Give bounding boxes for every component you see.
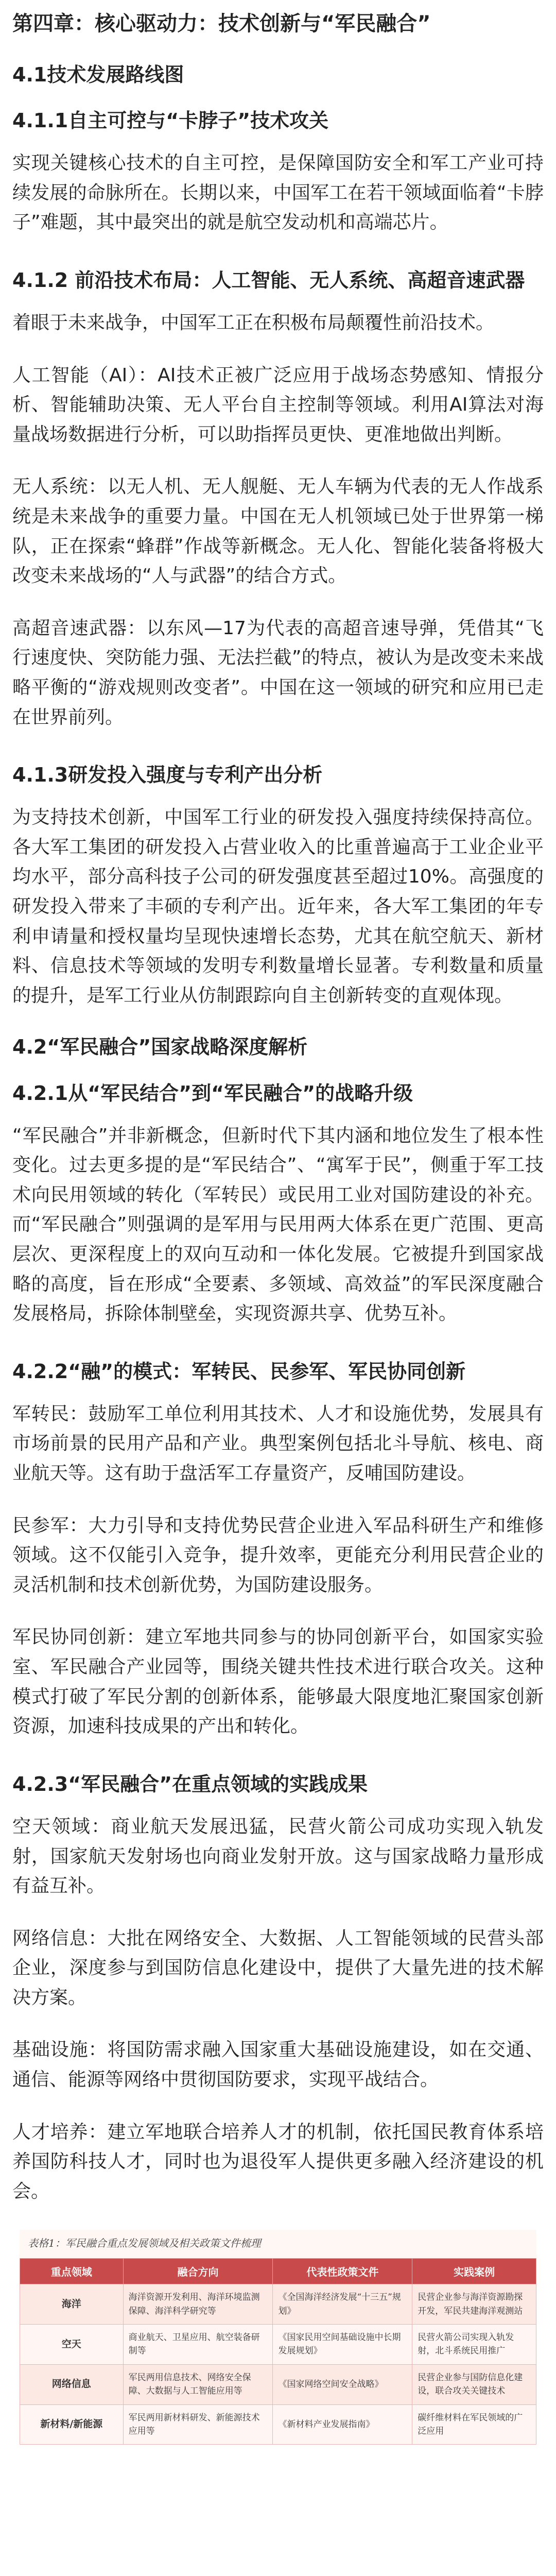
section-4-2-1-title: 4.2.1从“军民结合”到“军民融合”的战略升级: [12, 1081, 413, 1105]
paragraph-civil-to-military: 民参军：大力引导和支持优势民营企业进入军品科研生产和维修领域。这不仅能引入竞争，提升效率，更能充分利用民营企业的灵活机制和技术创新优势，为国防建设服务。: [12, 1515, 544, 1596]
table-cell: 空天: [20, 2325, 124, 2365]
table-cell: 《新材料产业发展指南》: [273, 2404, 412, 2445]
table-cell: 民营企业参与国防信息化建设，联合攻关关键技术: [412, 2364, 536, 2404]
policy-table-figure: [20, 2230, 536, 2445]
paragraph-military-to-civil: 军转民：鼓励军工单位利用其技术、人才和设施优势，发展具有市场前景的民用产品和产业。典型案例包括北斗导航、核电、商业航天等。这有助于盘活军工存量资产，反哺国防建设。: [12, 1403, 544, 1484]
table-cell: 民营火箭公司实现入轨发射，北斗系统民用推广: [412, 2325, 536, 2365]
paragraph-infrastructure: 基础设施：将国防需求融入国家重大基础设施建设，如在交通、通信、能源等网络中贯彻国防要求，实现平战结合。: [12, 2039, 544, 2091]
paragraph: 实现关键核心技术的自主可控，是保障国防安全和军工产业可持续发展的命脉所在。长期以来，中国军工在若干领域面临着“卡脖子”难题，其中最突出的就是航空发动机和高端芯片。: [12, 152, 544, 233]
section-4-2-3-title: 4.2.3“军民融合”在重点领域的实践成果: [12, 1772, 368, 1795]
paragraph-aerospace: 空天领域：商业航天发展迅猛，民营火箭公司成功实现入轨发射，国家航天发射场也向商业发射开放。这与国家战略力量形成有益互补。: [12, 1816, 544, 1897]
paragraph-talent: 人才培养：建立军地联合培养人才的机制，依托国民教育体系培养国防科技人才，同时也为退役军人提供更多融入经济建设的机会。: [12, 2121, 544, 2202]
table-cell: 海洋: [20, 2284, 124, 2325]
table-cell: 军民两用信息技术、网络安全保障、大数据与人工智能应用等: [123, 2364, 273, 2404]
paragraph: 着眼于未来战争，中国军工正在积极布局颠覆性前沿技术。: [12, 312, 495, 334]
paragraph-hypersonic: 高超音速武器：以东风—17为代表的高超音速导弹，凭借其“飞行速度快、突防能力强、无法拦截”的特点，被认为是改变未来战略平衡的“游戏规则改变者”。中国在这一领域的研究和应用已走在世界前列。: [12, 617, 544, 728]
paragraph-unmanned-systems: 无人系统：以无人机、无人舰艇、无人车辆为代表的无人作战系统是未来战争的重要力量。中国在无人机领域已处于世界第一梯队，正在探索“蜂群”作战等新概念。无人化、智能化装备将极大改变未来战场的“人与武器”的结合方式。: [12, 476, 544, 587]
column-header: 实践案例: [412, 2259, 536, 2284]
table-cell: 民营企业参与海洋资源勘探开发，军民共建海洋观测站: [412, 2284, 536, 2325]
section-4-2-2-title: 4.2.2“融”的模式：军转民、民参军、军民协同创新: [12, 1360, 466, 1383]
table-cell: 商业航天、卫星应用、航空装备研制等: [123, 2325, 273, 2365]
paragraph-ai: 人工智能（AI）：AI技术正被广泛应用于战场态势感知、情报分析、智能辅助决策、无人平台自主控制等领域。利用AI算法对海量战场数据进行分析，可以助指挥员更快、更准地做出判断。: [12, 364, 544, 445]
table-row: [20, 2364, 536, 2404]
column-header: 重点领域: [20, 2259, 124, 2284]
section-4-1-2-title: 4.1.2 前沿技术布局：人工智能、无人系统、高超音速武器: [12, 268, 525, 292]
table-cell: 《国家网络空间安全战略》: [273, 2364, 412, 2404]
section-4-1-3-title: 4.1.3研发投入强度与专利产出分析: [12, 764, 323, 787]
policy-table: [20, 2258, 536, 2445]
paragraph-joint-innovation: 军民协同创新：建立军地共同参与的协同创新平台，如国家实验室、军民融合产业园等，围绕关键共性技术进行联合攻关。这种模式打破了军民分割的创新体系，能够最大限度地汇聚国家创新资源，加速科技成果的产出和转化。: [12, 1626, 544, 1737]
table-cell: 军民两用新材料研发、新能源技术应用等: [123, 2404, 273, 2445]
table-cell: 网络信息: [20, 2364, 124, 2404]
table-row: [20, 2284, 536, 2325]
table-cell: 《全国海洋经济发展“十三五”规划》: [273, 2284, 412, 2325]
column-header: 代表性政策文件: [273, 2259, 412, 2284]
table-row: [20, 2325, 536, 2365]
section-4-1-1-title: 4.1.1自主可控与“卡脖子”技术攻关: [12, 109, 329, 132]
table-cell: 碳纤维材料在军民领域的广泛应用: [412, 2404, 536, 2445]
table-caption: 表格1：军民融合重点发展领域及相关政策文件梳理: [28, 2237, 261, 2250]
section-4-1: [12, 61, 544, 1010]
paragraph: “军民融合”并非新概念，但新时代下其内涵和地位发生了根本性变化。过去更多提的是“军民结合”、“寓军于民”，侧重于军工技术向民用领域的转化（军转民）或民用工业对国防建设的补充。而“军民融合”则强调的是军用与民用两大体系在更广范围、更高层次、更深程度上的双向互动和一体化发展。它被提升到国家战略的高度，旨在形成“全要素、多领域、高效益”的军民深度融合发展格局，拆除体制壁垒，实现资源共享、优势互补。: [12, 1125, 544, 1325]
section-4-2: [12, 1033, 544, 2206]
column-header: 融合方向: [123, 2259, 273, 2284]
section-4-2-title: 4.2“军民融合”国家战略深度解析: [12, 1036, 308, 1059]
table-cell: 新材料/新能源: [20, 2404, 124, 2445]
chapter-title: 第四章：核心驱动力：技术创新与“军民融合”: [12, 12, 431, 36]
paragraph: 为支持技术创新，中国军工行业的研发投入强度持续保持高位。各大军工集团的研发投入占营业收入的比重普遍高于工业企业平均水平，部分高科技子公司的研发强度甚至超过10%。高强度的研发投入带来了丰硕的专利产出。近年来，各大军工集团的年专利申请量和授权量均呈现快速增长态势，尤其在航空航天、新材料、信息技术等领域的发明专利数量增长显著。专利数量和质量的提升，是军工行业从仿制跟踪向自主创新转变的直观体现。: [12, 807, 544, 1006]
paragraph-network-info: 网络信息：大批在网络安全、大数据、人工智能领域的民营头部企业，深度参与到国防信息化建设中，提供了大量先进的技术解决方案。: [12, 1927, 544, 2008]
table-row: [20, 2404, 536, 2445]
section-4-1-title: 4.1技术发展路线图: [12, 63, 184, 86]
table-cell: 《国家民用空间基础设施中长期发展规划》: [273, 2325, 412, 2365]
table-header-row: [20, 2259, 536, 2284]
table-cell: 海洋资源开发利用、海洋环境监测保障、海洋科学研究等: [123, 2284, 273, 2325]
